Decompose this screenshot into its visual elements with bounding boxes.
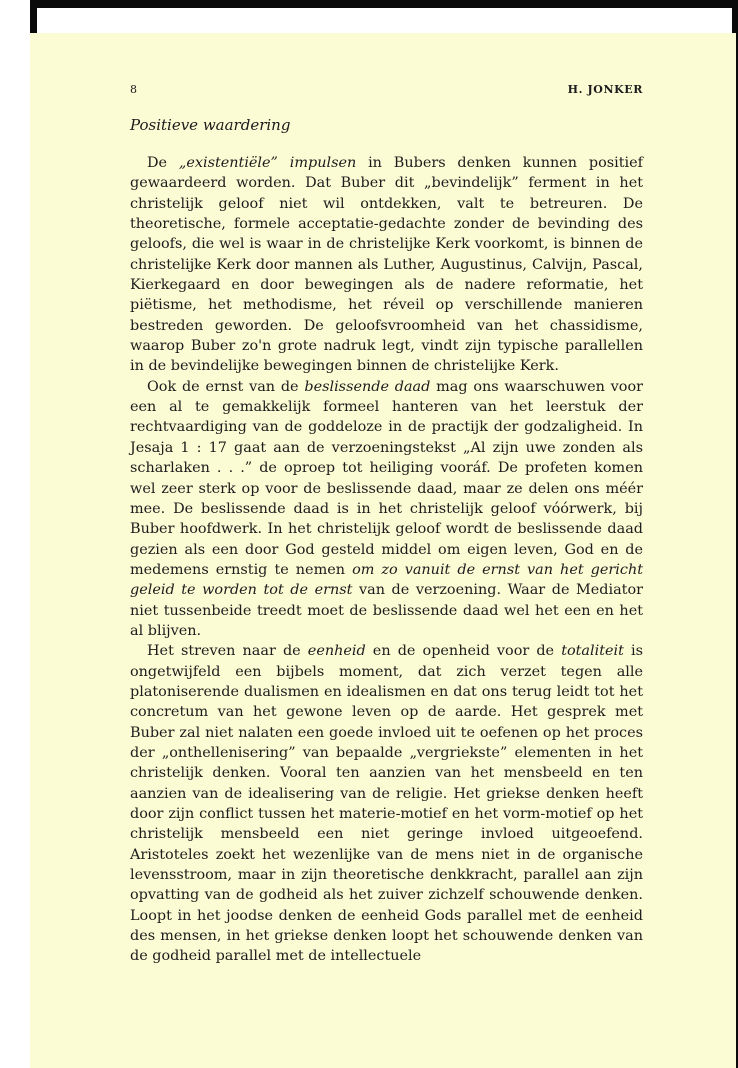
text-run: in Bubers denken kunnen positief gewaardeerd worden. Dat Buber dit „bevindelijk” ferment in het christelijk geloof niet wil ontdekken, valt te betreuren. De theoretische, formele acceptatie-gedachte zonder de bevinding des geloofs, die wel is waar in de christelijke Kerk voorkomt, is binnen de christelijke Kerk door mannen als Luther, Augustinus, Calvijn, Pascal, Kierkegaard en door bewegingen als de nadere reformatie, het piëtisme, het methodisme, het réveil op verschillende manieren bestreden geworden. De geloofsvroomheid van het chassidisme, waarop Buber zo'n grote nadruk legt, vindt zijn typische parallellen in de bevindelijke bewegingen binnen de christelijke Kerk. xyxy=(130,155,643,375)
italic-text-run: om zo vanuit de ernst van het gericht geleid te worden tot de ernst xyxy=(130,561,643,599)
text-run: De xyxy=(147,155,179,171)
paragraph xyxy=(130,153,643,377)
text-run: en de openheid voor de xyxy=(365,643,562,660)
section-title: Positieve waardering xyxy=(130,116,291,134)
page-number: 8 xyxy=(130,83,137,96)
italic-text-run: totaliteit xyxy=(561,643,624,660)
text-run: van de verzoening. Waar de Mediator niet tussenbeide treedt moet de beslissende daad wel het een en het al blijven. xyxy=(130,582,643,639)
text-run: mag ons waarschuwen voor een al te gemakkelijk formeel hanteren van het leerstuk der rechtvaardiging van de goddeloze in de practijk der godzaligheid. In Jesaja 1 : 17 gaat aan de verzoeningstekst „Al zijn uwe zonden als scharlaken . . .” de oproep tot heiliging vooráf. De profeten komen wel zeer sterk op voor de beslissende daad, maar ze delen ons méér mee. De beslissende daad is in het christelijk geloof vóórwerk, bij Buber hoofdwerk. In het christelijk geloof wordt de beslissende daad gezien als een door God gesteld middel om eigen leven, God en de medemens ernstig te nemen xyxy=(130,378,643,578)
scan-frame-gap-top xyxy=(37,8,732,33)
paragraph xyxy=(130,377,643,641)
paragraph xyxy=(130,641,643,967)
running-head-author: H. JONKER xyxy=(567,83,643,96)
text-run: Het streven naar de xyxy=(147,643,308,660)
body-text xyxy=(130,153,643,967)
italic-text-run: beslissende daad xyxy=(304,378,431,395)
text-run: Ook de ernst van de xyxy=(147,378,305,395)
running-head xyxy=(130,83,643,103)
italic-text-run: eenheid xyxy=(307,643,366,660)
scan-frame-top xyxy=(30,0,738,8)
italic-text-run: „existentiële” impulsen xyxy=(178,155,357,171)
page-text-block xyxy=(130,83,643,967)
text-run: is ongetwijfeld een bijbels moment, dat zich verzet tegen alle platoniserende dualismen en idealismen en dat ons terug leidt tot het concretum van het gewone leven op de aarde. Het gesprek met Buber zal niet nalaten een goede invloed uit te oefenen op het proces der „onthellenisering” van bepaalde „vergriekste” elementen in het christelijk denken. Vooral ten aanzien van het mensbeeld en ten aanzien van de idealisering van de religie. Het griekse denken heeft door zijn conflict tussen het materie-motief en het vorm-motief op het christelijk mensbeeld een niet geringe invloed uitgeoefend. Aristoteles zoekt het wezenlijke van de mens niet in de organische levensstroom, maar in zijn theoretische denkkracht, parallel aan zijn opvatting van de godheid als het zuiver zichzelf schouwende denken. Loopt in het joodse denken de eenheid Gods parallel met de eenheid des mensen, in het griekse denken loopt het schouwende denken van de godheid parallel met de intellectuele xyxy=(130,643,643,965)
